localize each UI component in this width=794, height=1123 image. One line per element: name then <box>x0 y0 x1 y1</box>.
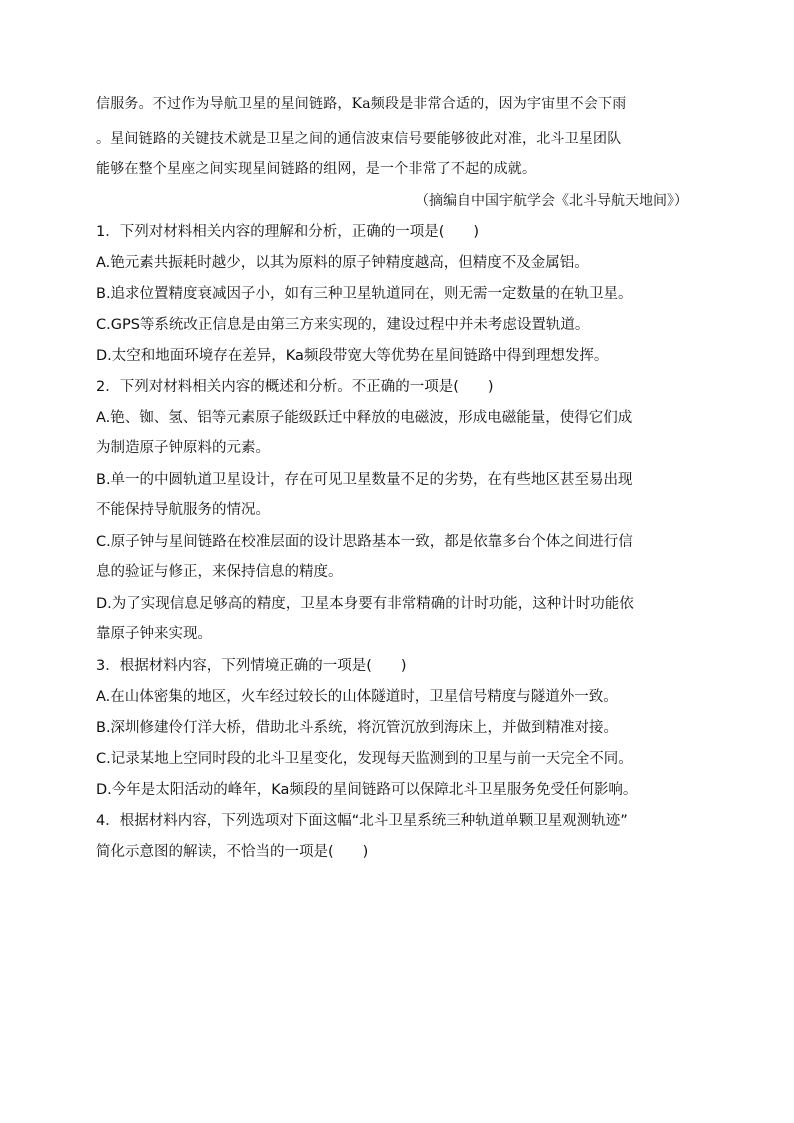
question-3-option-c: C.记录某地上空同时段的北斗卫星变化，发现每天监测到的卫星与前一天完全不同。 <box>96 751 633 767</box>
question-2-option-c-line-2: 息的验证与修正，来保持信息的精度。 <box>96 564 343 580</box>
passage-line-2: 。星间链路的关键技术就是卫星之间的通信波束信号要能够彼此对准，北斗卫星团队 <box>96 131 622 147</box>
question-2-stem: 2．下列对材料相关内容的概述和分析。不正确的一项是( ) <box>96 379 494 395</box>
question-2-option-a-line-2: 为制造原子钟原料的元素。 <box>96 440 270 456</box>
question-2-option-b-line-1: B.单一的中圆轨道卫星设计，存在可见卫星数量不足的劣势，在有些地区甚至易出现 <box>96 472 633 488</box>
question-2-option-b-line-2: 不能保持导航服务的情况。 <box>96 502 270 518</box>
question-1-option-a: A.铯元素共振耗时越少，以其为原料的原子钟精度越高，但精度不及金属铝。 <box>96 255 589 271</box>
question-3-option-d: D.今年是太阳活动的峰年，Ka频段的星间链路可以保障北斗卫星服务免受任何影响。 <box>96 782 638 798</box>
question-2-option-d-line-1: D.为了实现信息足够高的精度，卫星本身要有非常精确的计时功能，这种计时功能依 <box>96 596 634 612</box>
passage-line-1: 信服务。不过作为导航卫星的星间链路，Ka频段是非常合适的，因为宇宙里不会下雨 <box>96 96 627 112</box>
question-3-stem: 3．根据材料内容，下列情境正确的一项是( ) <box>96 658 407 674</box>
question-1-option-b: B.追求位置精度衰减因子小，如有三种卫星轨道同在，则无需一定数量的在轨卫星。 <box>96 286 633 302</box>
question-2-option-a-line-1: A.铯、铷、氢、铝等元素原子能级跃迁中释放的电磁波，形成电磁能量，使得它们成 <box>96 410 633 426</box>
question-4-stem-line-2: 简化示意图的解读，不恰当的一项是( ) <box>96 844 369 860</box>
question-1-option-c: C.GPS等系统改正信息是由第三方来实现的，建设过程中并未考虑设置轨道。 <box>96 317 590 333</box>
question-3-option-b: B.深圳修建伶仃洋大桥，借助北斗系统，将沉管沉放到海床上，并做到精准对接。 <box>96 720 619 736</box>
question-4-stem-line-1: 4．根据材料内容，下列选项对下面这幅“北斗卫星系统三种轨道单颗卫星观测轨迹” <box>96 813 628 829</box>
question-1-stem: 1．下列对材料相关内容的理解和分析，正确的一项是( ) <box>96 224 480 240</box>
question-2-option-d-line-2: 靠原子钟来实现。 <box>96 626 212 642</box>
passage-line-3: 能够在整个星座之间实现星间链路的组网，是一个非常了不起的成就。 <box>96 161 537 177</box>
passage-source: （摘编自中国宇航学会《北斗导航天地间》） <box>415 193 688 209</box>
question-3-option-a: A.在山体密集的地区，火车经过较长的山体隧道时，卫星信号精度与隧道外一致。 <box>96 689 618 705</box>
question-1-option-d: D.太空和地面环境存在差异，Ka频段带宽大等优势在星间链路中得到理想发挥。 <box>96 348 609 364</box>
question-2-option-c-line-1: C.原子钟与星间链路在校准层面的设计思路基本一致，都是依靠多台个体之间进行信 <box>96 534 633 550</box>
